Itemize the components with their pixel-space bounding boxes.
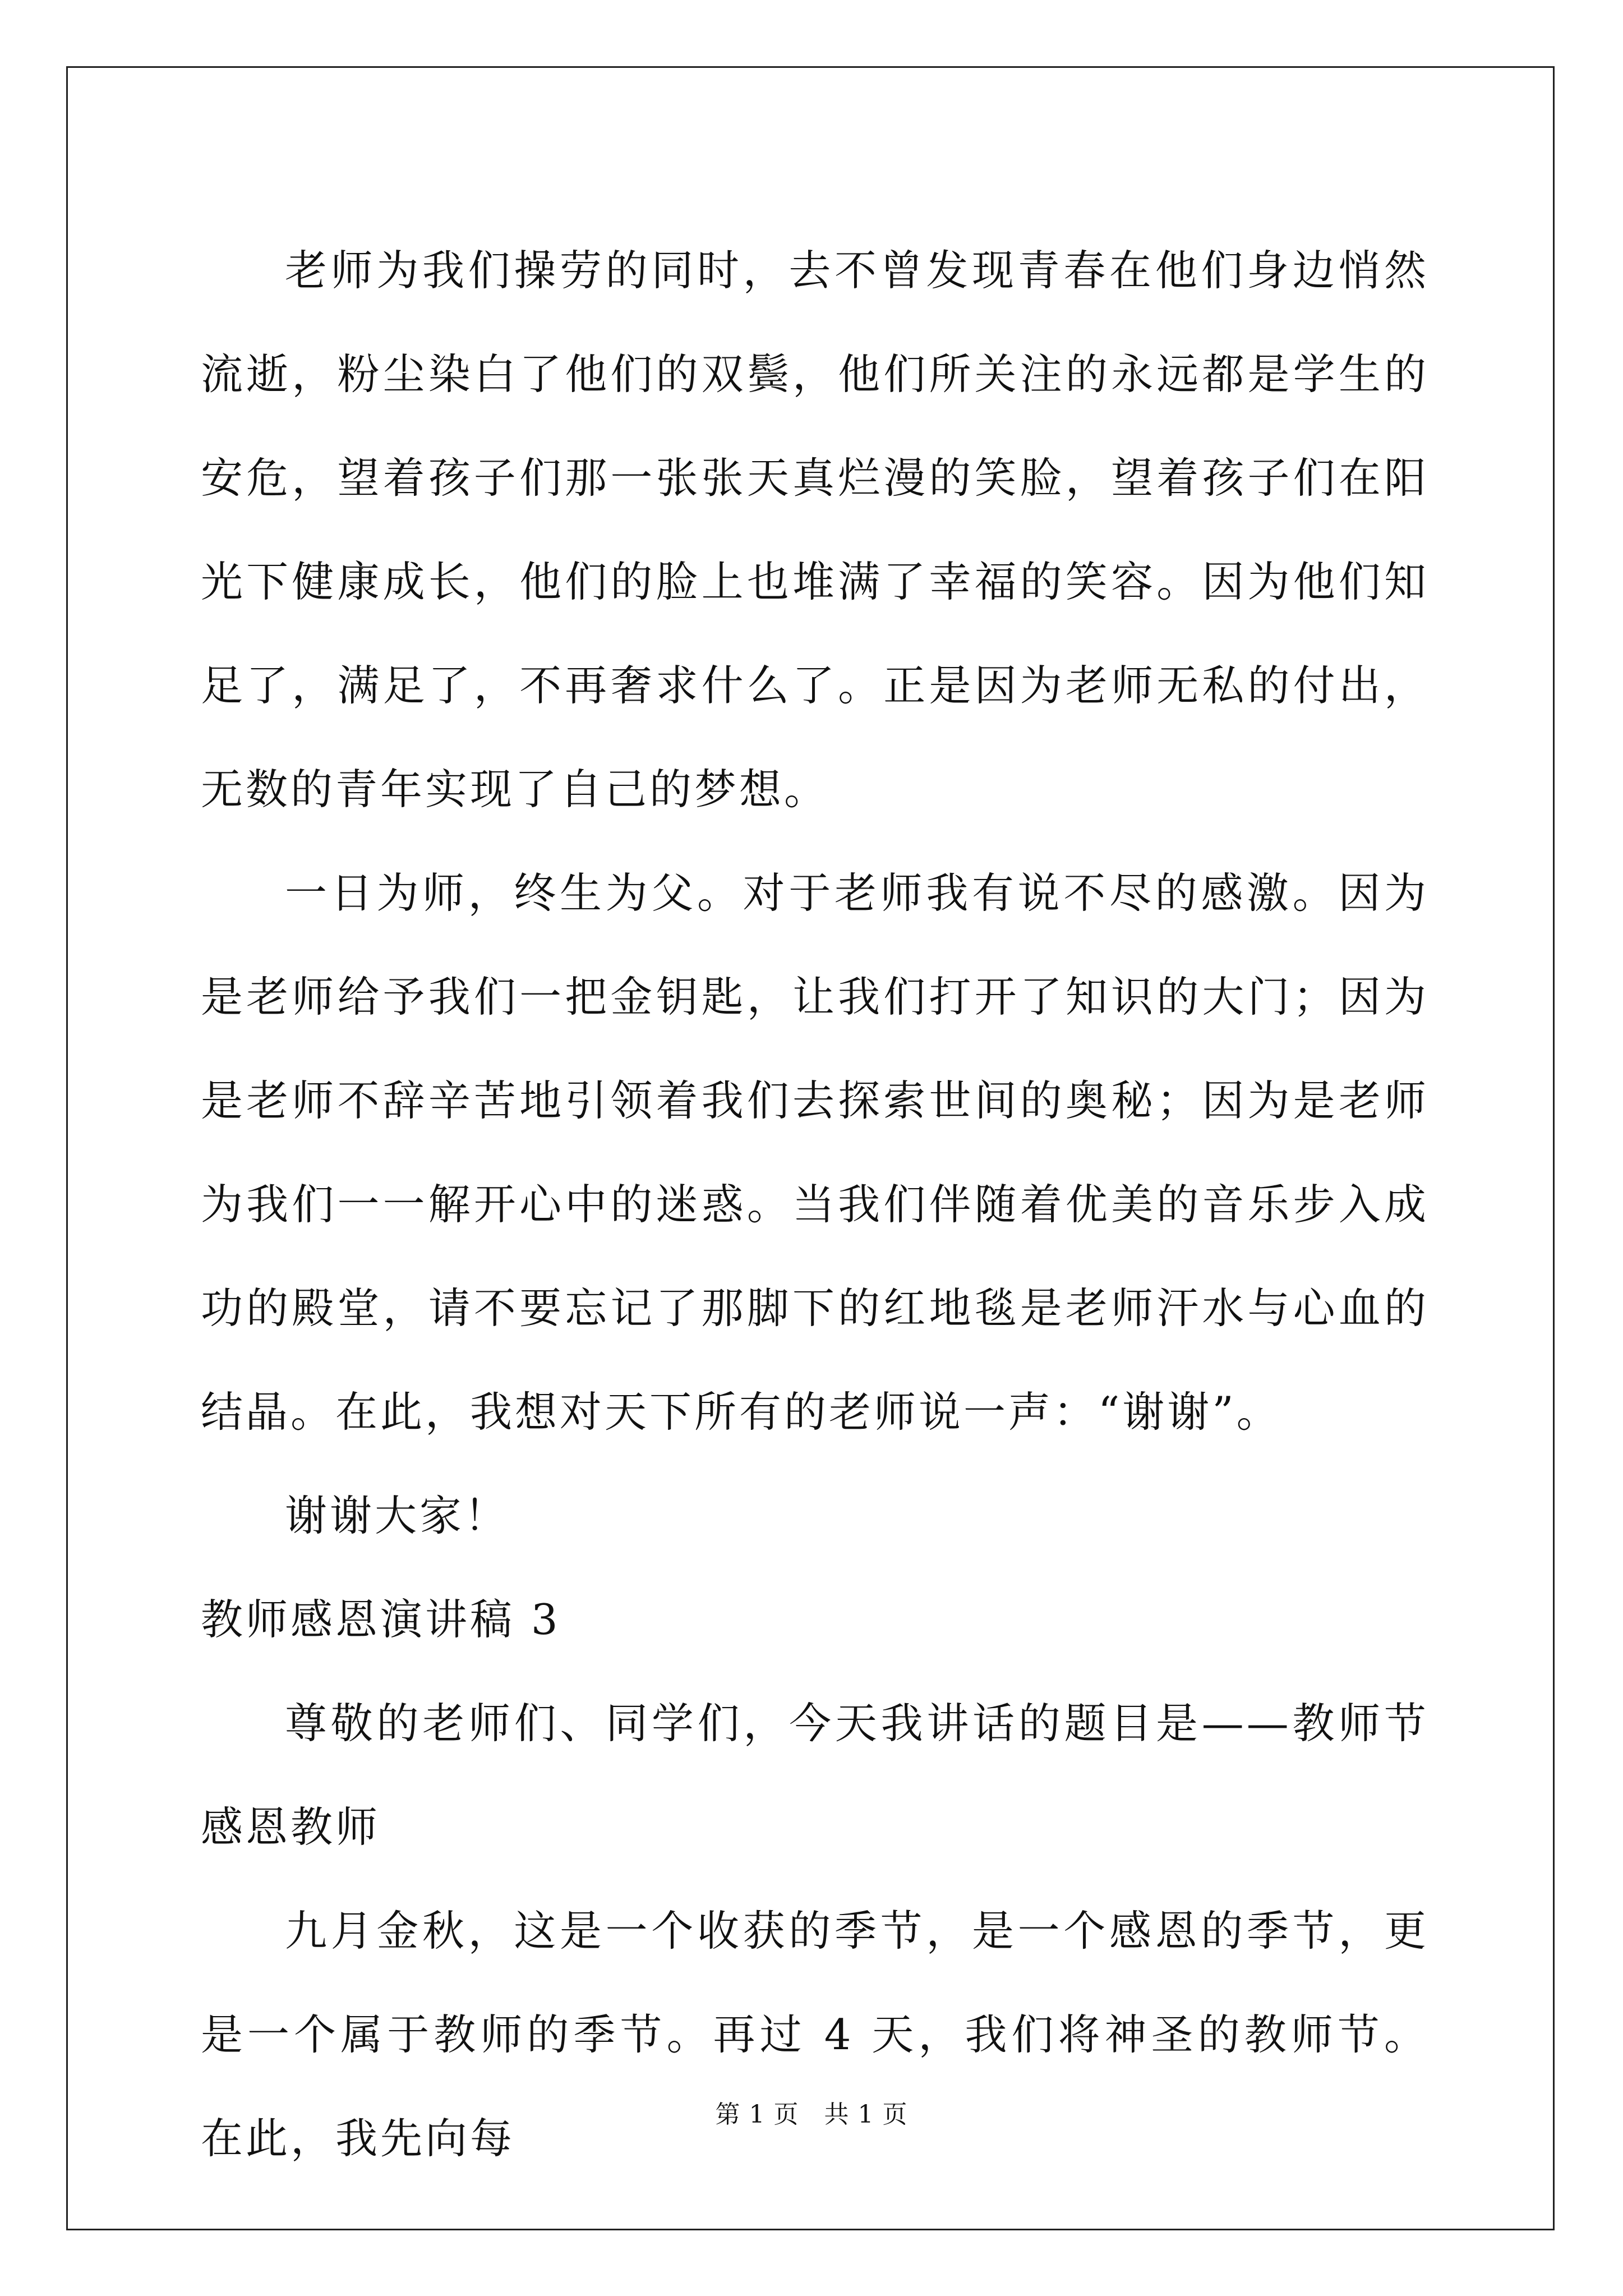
paragraph: 一日为师，终生为父。对于老师我有说不尽的感激。因为是老师给予我们一把金钥匙，让我们打开了知识的大门；因为是老师不辞辛苦地引领着我们去探索世间的奥秘；因为是老师为我们一一解开心中的迷惑。当我们伴随着优美的音乐步入成功的殿堂，请不要忘记了那脚下的红地毯是老师汗水与心血的结晶。在此，我想对天下所有的老师说一声：“谢谢”。 <box>201 868 1429 1437</box>
section-heading: 教师感恩演讲稿 3 <box>201 1595 561 1644</box>
paragraph: 谢谢大家！ <box>285 1491 510 1540</box>
page-footer: 第 1 页 共 1 页 <box>715 2100 908 2129</box>
paragraph: 老师为我们操劳的同时，去不曾发现青春在他们身边悄然流逝，粉尘染白了他们的双鬓，他们所关注的永远都是学生的安危，望着孩子们那一张张天真烂漫的笑脸，望着孩子们在阳光下健康成长，他们的脸上也堆满了幸福的笑容。因为他们知足了，满足了，不再奢求什么了。正是因为老师无私的付出，无数的青年实现了自己的梦想。 <box>201 246 1429 814</box>
paragraph: 九月金秋，这是一个收获的季节，是一个感恩的季节，更是一个属于教师的季节。再过 4 天，我们将神圣的教师节。在此，我先向每 <box>201 1906 1429 2163</box>
document-body <box>201 219 1429 2191</box>
paragraph: 尊敬的老师们、同学们，今天我讲话的题目是——教师节感恩教师 <box>201 1699 1429 1852</box>
